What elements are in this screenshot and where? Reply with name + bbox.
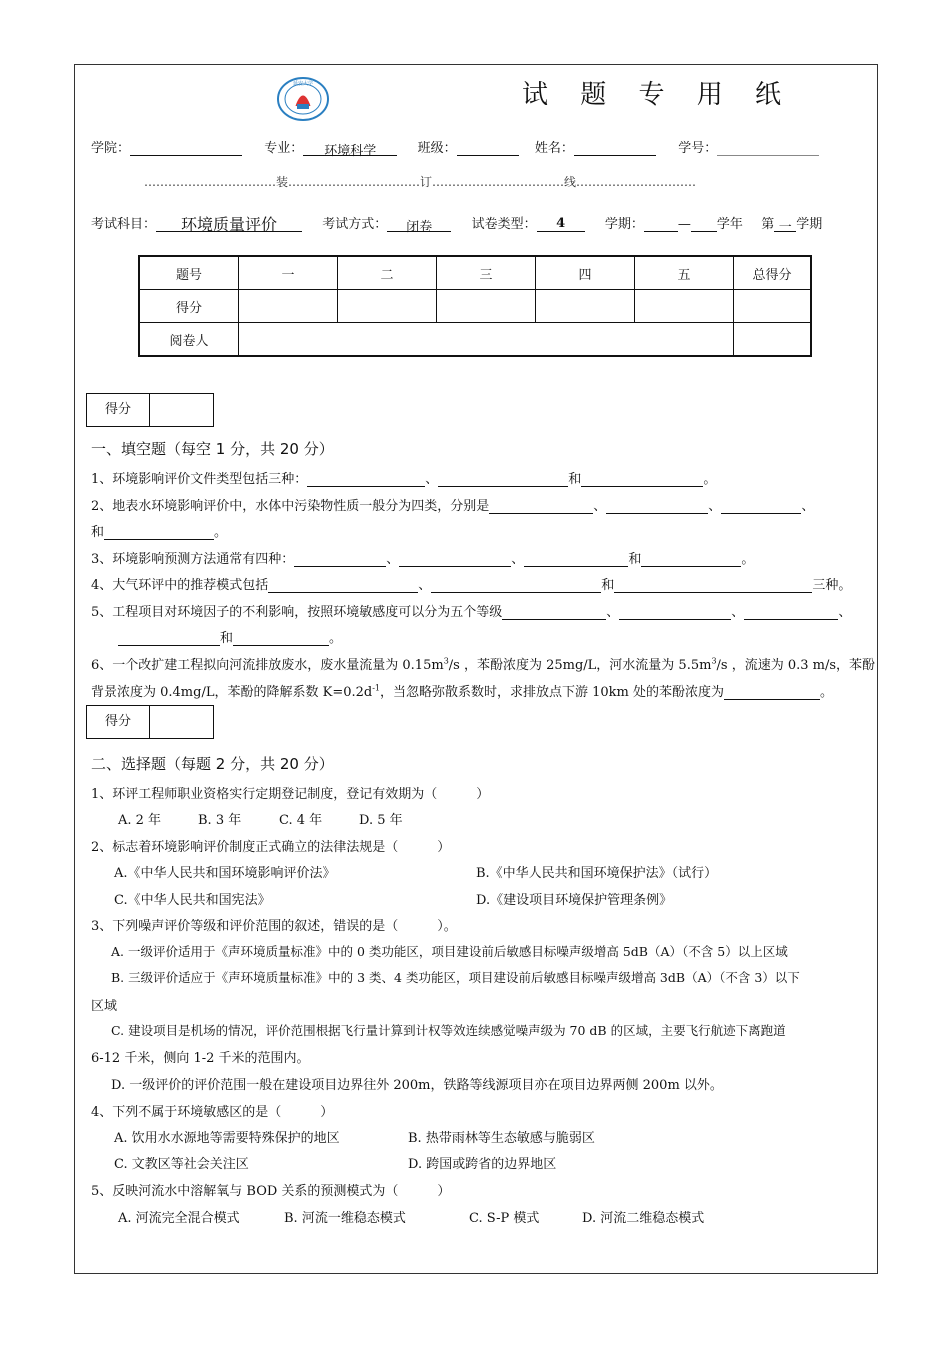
separator: 、 [838,605,852,620]
answer-blank[interactable] [724,684,820,700]
grader-cell[interactable] [239,323,734,357]
separator: 。 [741,552,755,567]
section1-title: 一、填空题（每空 1 分，共 20 分） [91,440,334,458]
choice-option[interactable]: C. 4 年 [279,813,323,828]
separator: 、 [801,499,815,514]
separator: 、 [425,472,439,487]
score-table-header-row [139,256,811,290]
question-text: 4、大气环评中的推荐模式包括 [91,578,269,593]
binding-line: ……………………………装……………………………订……………………………线………………………… [144,175,697,189]
table-header-cell: 三 [437,256,536,290]
separator: 和 [91,525,105,540]
table-header-cell: 一 [239,256,338,290]
separator: 。 [214,525,228,540]
score-table [138,255,812,357]
fill-question-6 [91,654,875,673]
grade-box-label: 得分 [87,394,150,426]
fill-question-5-line2 [118,627,342,646]
name-label: 姓名： [534,141,574,156]
separator: 。 [820,685,834,700]
answer-blank[interactable] [606,498,708,514]
separator: 和 [628,552,642,567]
choice-option[interactable]: A.《中华人民共和国环境影响评价法》 [114,866,336,881]
question-text: 5、工程项目对环境因子的不利影响，按照环境敏感度可以分为五个等级 [91,605,503,620]
separator: 和 [601,578,615,593]
fill-question-3 [91,548,754,567]
xueqi-label: 学期 [796,217,823,232]
answer-blank[interactable] [104,524,214,540]
class-label: 班级： [417,141,457,156]
separator: 三种。 [812,578,852,593]
answer-blank[interactable] [431,577,601,593]
paper-type-field: 4 [537,216,585,232]
separator: 和 [568,472,582,487]
answer-blank[interactable] [744,604,838,620]
grader-total-cell[interactable] [734,323,812,357]
fill-question-4 [91,574,851,593]
score-row [139,290,811,323]
choice-option[interactable]: B. 三级评价适应于《声环境质量标准》中的 3 类、4 类功能区，项目建设前后敏感目标噪声级增高 3dB（A）（不含 3）以下 [111,970,800,985]
student-id-label: 学号： [678,141,718,156]
student-id-field[interactable] [717,140,819,156]
superscript: 3 [711,656,717,666]
term-number-field: 一 [774,216,796,232]
class-field[interactable] [457,140,519,156]
answer-blank[interactable] [294,551,386,567]
separator: 、 [593,499,607,514]
choice-option[interactable]: D. 跨国或跨省的边界地区 [408,1157,557,1172]
choice-option-cont: 区域 [91,999,118,1014]
choice-option[interactable]: B. 河流一维稳态模式 [284,1211,406,1226]
year-label: 学年 [716,217,743,232]
table-header-cell: 二 [338,256,437,290]
answer-blank[interactable] [233,630,329,646]
choice-option[interactable]: B. 热带雨林等生态敏感与脆弱区 [408,1131,595,1146]
question-text: 2、地表水环境影响评价中，水体中污染物性质一般分为四类，分别是 [91,499,490,514]
question-text: 1、环境影响评价文件类型包括三种： [91,472,308,487]
choice-question-5: 5、反映河流水中溶解氧与 BOD 关系的预测模式为（ ） [91,1184,451,1199]
section2-title: 二、选择题（每题 2 分，共 20 分） [91,755,334,773]
total-score-cell[interactable] [734,290,812,323]
answer-blank[interactable] [614,577,812,593]
table-header-cell: 五 [635,256,734,290]
choice-option[interactable]: D. 河流二维稳态模式 [582,1211,705,1226]
answer-blank[interactable] [619,604,731,620]
separator: 和 [220,631,234,646]
fill-question-2-line2 [91,521,227,540]
choice-option[interactable]: C. 文教区等社会关注区 [114,1157,249,1172]
choice-option[interactable]: C.《中华人民共和国宪法》 [114,893,271,908]
grader-row [139,323,811,357]
choice-option[interactable]: D.《建设项目环境保护管理条例》 [476,893,673,908]
question-text: ，当忽略弥散系数时，求排放点下游 10km 处的苯酚浓度为 [380,685,725,700]
college-label: 学院： [91,141,131,156]
answer-blank[interactable] [502,604,606,620]
answer-blank[interactable] [641,551,741,567]
choice-question-2: 2、标志着环境影响评价制度正式确立的法律法规是（ ） [91,840,451,855]
fill-question-2 [91,495,814,514]
choice-option[interactable]: A. 2 年 [118,813,162,828]
question-text: 6、一个改扩建工程拟向河流排放废水，废水量流量为 0.15m [91,658,444,673]
superscript: -1 [372,683,380,693]
answer-blank[interactable] [399,551,511,567]
subject-label: 考试科目： [91,217,157,232]
subject-field: 环境质量评价 [156,212,302,232]
choice-question-4: 4、下列不属于环境敏感区的是（ ） [91,1105,334,1120]
question-text: /s ，苯酚浓度为 25mg/L，河水流量为 5.5m [448,658,712,673]
choice-option[interactable]: D. 一级评价的评价范围一般在建设项目边界往外 200m，铁路等线源项目亦在项目边界两侧 200m 以外。 [111,1078,723,1093]
fill-question-1 [91,468,716,487]
choice-option[interactable]: C. 建设项目是机场的情况，评价范围根据飞行量计算到计权等效连续感觉噪声级为 70 dB 的区域，主要飞行航迹下离跑道 [111,1023,786,1038]
exam-mode-label: 考试方式： [322,217,388,232]
answer-blank[interactable] [438,471,568,487]
choice-option-cont: 6-12 千米，侧向 1-2 千米的范围内。 [91,1051,310,1066]
grade-box-label: 得分 [87,706,150,738]
choice-option[interactable]: B. 3 年 [198,813,242,828]
year-start-field[interactable] [644,216,678,232]
paper-type-label: 试卷类型： [471,217,537,232]
superscript: 3 [443,656,449,666]
table-header-cell: 题号 [139,256,239,290]
choice-option[interactable]: A. 河流完全混合模式 [118,1211,240,1226]
grader-row-label: 阅卷人 [139,323,239,357]
separator: 、 [418,578,432,593]
score-cell[interactable] [338,290,437,323]
separator: 、 [511,552,525,567]
score-cell[interactable] [635,290,734,323]
answer-blank[interactable] [721,498,801,514]
fill-question-5 [91,601,851,620]
college-field[interactable] [130,140,242,156]
answer-blank[interactable] [268,577,418,593]
term-dash: — [677,217,691,232]
choice-option[interactable]: B.《中华人民共和国环境保护法》（试行） [476,866,718,881]
separator: 、 [731,605,745,620]
student-info-row [91,137,819,159]
choice-option[interactable]: A. 一级评价适用于《声环境质量标准》中的 0 类功能区，项目建设前后敏感目标噪声级增高 5dB（A）（不含 5）以上区域 [111,944,788,959]
choice-question-1: 1、环评工程师职业资格实行定期登记制度，登记有效期为（ ） [91,787,490,802]
name-field[interactable] [574,140,656,156]
exam-mode-field: 闭卷 [387,216,451,232]
section2-grade-box [86,705,214,739]
di-label: 第 [761,217,775,232]
choice-option[interactable]: A. 饮用水水源地等需要特殊保护的地区 [114,1131,340,1146]
choice-option[interactable]: D. 5 年 [359,813,403,828]
table-header-cell: 四 [536,256,635,290]
choice-option[interactable]: C. S-P 模式 [469,1211,540,1226]
svg-text:延安大学: 延安大学 [292,81,314,87]
table-header-cell: 总得分 [734,256,812,290]
score-cell[interactable] [437,290,536,323]
answer-blank[interactable] [581,471,703,487]
separator: 、 [708,499,722,514]
question-text: 3、环境影响预测方法通常有四种： [91,552,295,567]
score-row-label: 得分 [139,290,239,323]
separator: 。 [329,631,343,646]
section1-grade-box [86,393,214,427]
answer-blank[interactable] [118,630,220,646]
fill-question-6-line2 [91,681,833,700]
separator: 、 [386,552,400,567]
answer-blank[interactable] [524,551,628,567]
term-label: 学期： [604,217,644,232]
choice-question-3: 3、下列噪声评价等级和评价范围的叙述，错误的是（ ）。 [91,919,457,934]
major-field[interactable]: 环境科学 [303,140,397,156]
year-end-field[interactable] [691,216,717,232]
answer-blank[interactable] [307,471,425,487]
major-label: 专业： [264,141,304,156]
answer-blank[interactable] [489,498,593,514]
subject-row [91,212,823,235]
page-title: 试 题 专 用 纸 [522,80,794,110]
university-logo [276,76,330,122]
question-text: 背景浓度为 0.4mg/L，苯酚的降解系数 K=0.2d [91,685,373,700]
separator: 。 [703,472,717,487]
separator: 、 [606,605,620,620]
score-cell[interactable] [536,290,635,323]
question-text: /s ，流速为 0.3 m/s，苯酚 [716,658,876,673]
score-cell[interactable] [239,290,338,323]
